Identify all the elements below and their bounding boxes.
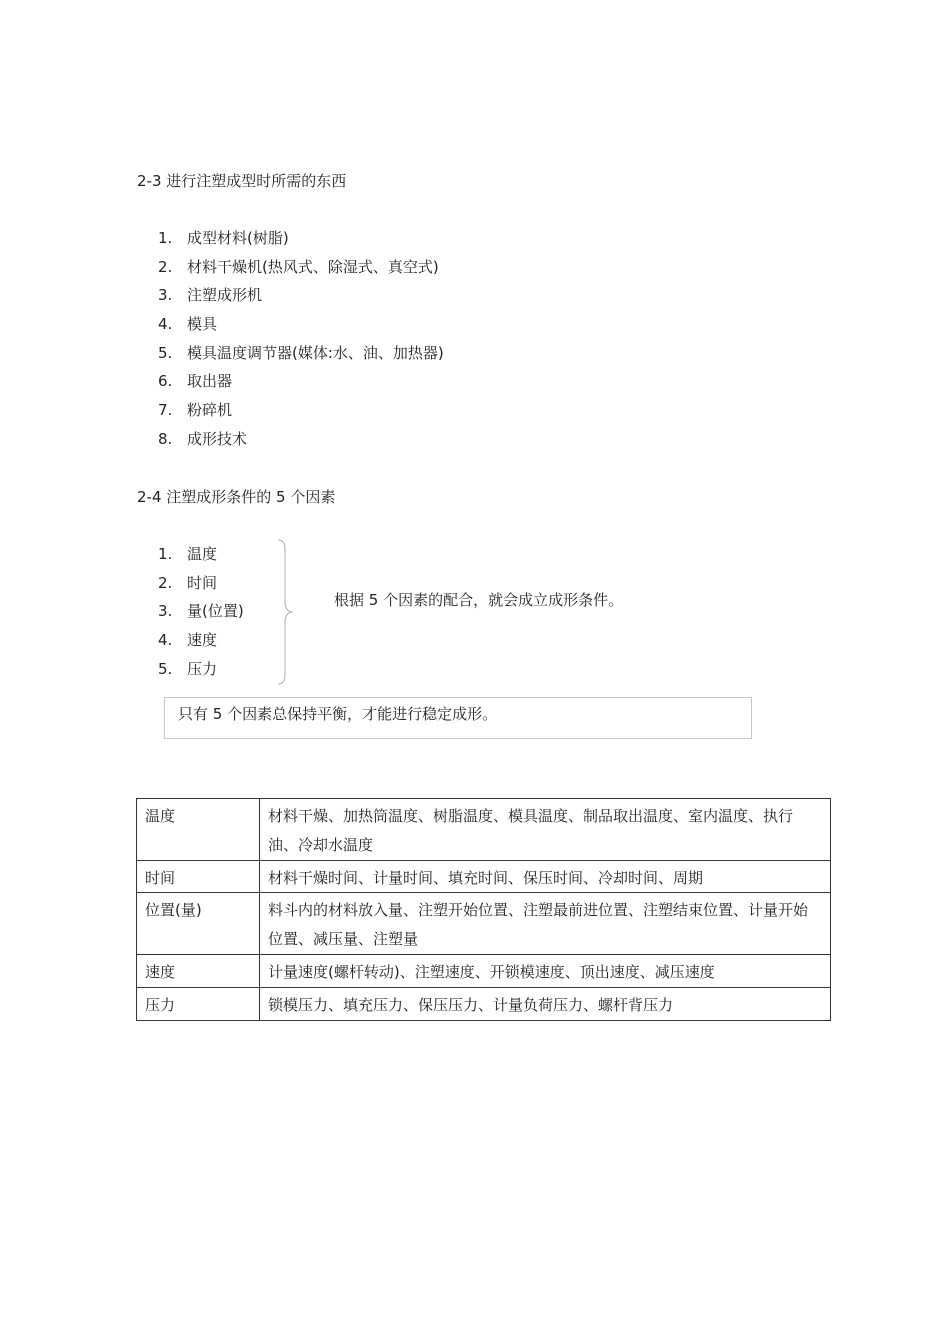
list-item [158,655,244,684]
list-item-text: 模具 [187,315,218,334]
list-item-number: 5. [158,343,173,362]
list-item-number: 8. [158,429,173,448]
table-row [137,987,831,1020]
list-item [158,339,444,368]
list-item [158,310,444,339]
list-item-text: 材料干燥机(热风式、除湿式、真空式) [187,257,439,276]
list-item [158,569,244,598]
list-item-number: 2. [158,573,173,592]
table-row [137,860,831,893]
list-item [158,396,444,425]
list-item-number: 4. [158,631,173,650]
table-row [137,893,831,955]
list-item-text: 粉碎机 [187,401,233,420]
table-row [137,954,831,987]
factor-cell: 位置(量) [137,893,260,955]
list-item [158,540,244,569]
list-item-text: 注塑成形机 [187,286,263,305]
details-cell: 锁模压力、填充压力、保压压力、计量负荷压力、螺杆背压力 [260,987,831,1020]
list-item-number: 2. [158,257,173,276]
list-item [158,281,444,310]
details-cell: 材料干燥、加热筒温度、树脂温度、模具温度、制品取出温度、室内温度、执行油、冷却水温度 [260,799,831,861]
right-brace [276,539,296,685]
list-item-text: 量(位置) [187,602,244,621]
list-item-text: 温度 [187,545,218,563]
list-item [158,425,444,454]
list-item-number: 5. [158,659,173,678]
required-items-list [158,224,444,454]
list-item [158,597,244,626]
list-item [158,224,444,253]
list-item-text: 速度 [187,631,218,650]
table-row [137,799,831,861]
brace-note: 根据 5 个因素的配合，就会成立成形条件。 [334,591,624,609]
list-item-text: 成型材料(树脂) [187,229,289,247]
list-item-number: 6. [158,372,173,391]
balance-note-text: 只有 5 个因素总保持平衡，才能进行稳定成形。 [178,705,498,723]
list-item [158,253,444,282]
details-cell: 计量速度(螺杆转动)、注塑速度、开锁模速度、顶出速度、减压速度 [260,954,831,987]
details-cell: 料斗内的材料放入量、注塑开始位置、注塑最前进位置、注塑结束位置、计量开始位置、减压量、注塑量 [260,893,831,955]
list-item-number: 7. [158,401,173,420]
list-item-text: 取出器 [187,372,233,391]
factor-cell: 压力 [137,987,260,1020]
balance-note-box [164,697,752,739]
list-item-number: 1. [158,229,173,247]
list-item [158,626,244,655]
list-item-text: 成形技术 [187,429,248,448]
list-item [158,367,444,396]
list-item-text: 时间 [187,573,218,592]
section-2-3-heading: 2-3 进行注塑成型时所需的东西 [137,172,347,190]
factor-cell: 温度 [137,799,260,861]
five-factors-list [158,540,244,683]
list-item-number: 3. [158,286,173,305]
list-item-text: 压力 [187,659,218,678]
details-cell: 材料干燥时间、计量时间、填充时间、保压时间、冷却时间、周期 [260,860,831,893]
list-item-number: 4. [158,315,173,334]
factor-details-table [136,798,831,1021]
list-item-number: 1. [158,545,173,563]
factor-cell: 时间 [137,860,260,893]
list-item-number: 3. [158,602,173,621]
factor-cell: 速度 [137,954,260,987]
section-2-4-heading: 2-4 注塑成形条件的 5 个因素 [137,488,336,506]
list-item-text: 模具温度调节器(媒体:水、油、加热器) [187,343,444,362]
